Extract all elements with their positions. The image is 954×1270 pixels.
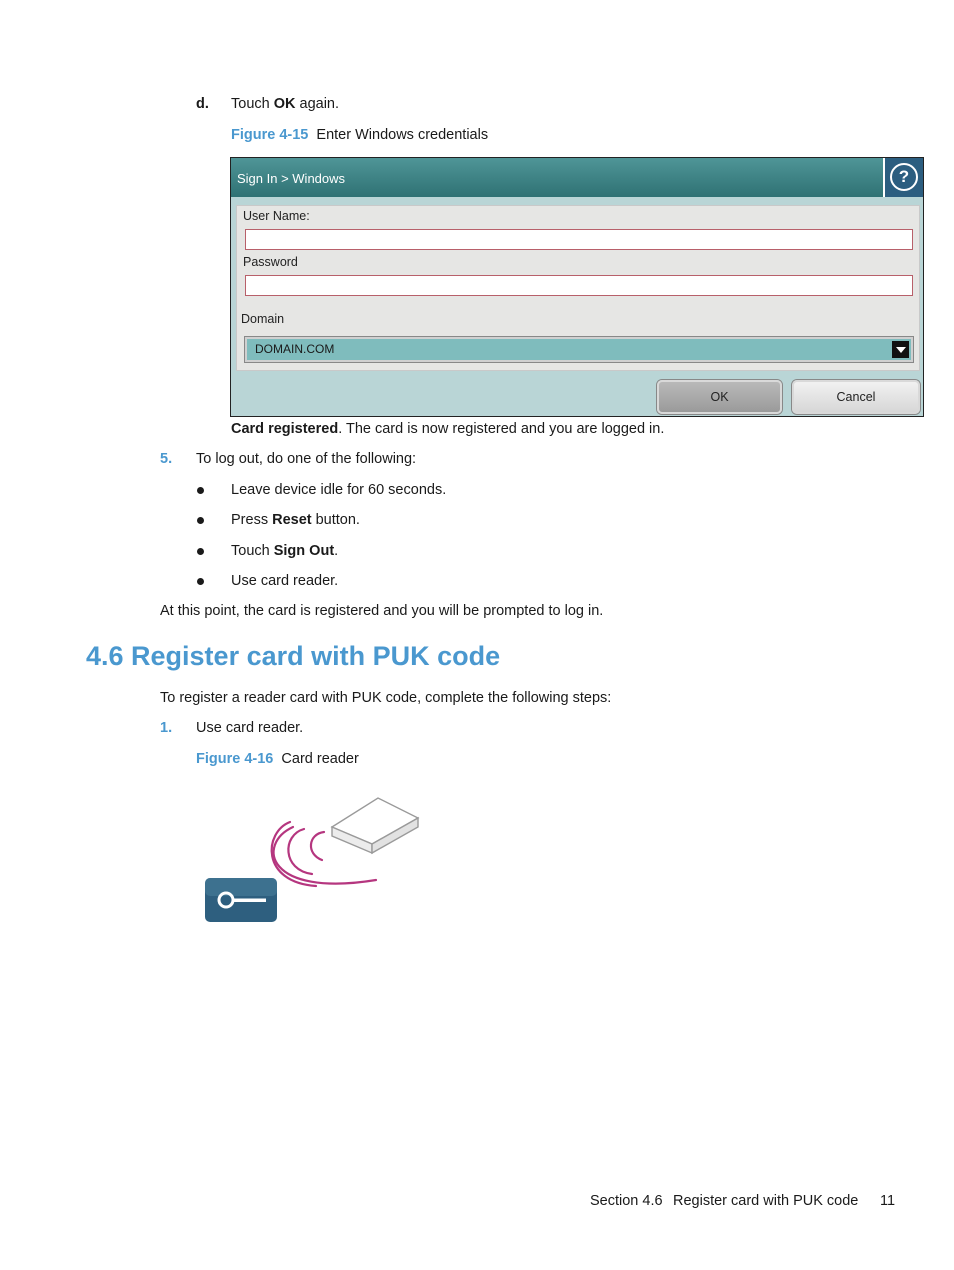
bullet-dot bbox=[197, 578, 204, 585]
figure-16-caption: Figure 4-16 Card reader bbox=[196, 751, 359, 767]
intro-text: To register a reader card with PUK code, complete the following steps: bbox=[160, 690, 612, 706]
step-5-marker: 5. bbox=[160, 451, 173, 467]
at-this-point-text: At this point, the card is registered and you will be prompted to log in. bbox=[160, 603, 604, 619]
screen-title: Sign In > Windows bbox=[231, 158, 889, 197]
step-d-text: Touch OK again. bbox=[231, 96, 340, 112]
domain-select[interactable] bbox=[245, 337, 913, 362]
user-name-label: User Name: bbox=[243, 209, 310, 223]
footer-section: Section 4.6 bbox=[590, 1193, 663, 1209]
step-1-marker: 1. bbox=[160, 720, 173, 736]
page-number: 11 bbox=[880, 1193, 896, 1209]
ok-button[interactable]: OK bbox=[657, 380, 782, 414]
password-input[interactable] bbox=[245, 275, 913, 296]
step-5-text: To log out, do one of the following: bbox=[196, 451, 417, 467]
user-name-input[interactable] bbox=[245, 229, 913, 250]
key-card-icon bbox=[205, 878, 277, 922]
bullet-sign-out: Touch Sign Out. bbox=[231, 543, 339, 559]
bullet-dot bbox=[197, 548, 204, 555]
windows-signin-screenshot bbox=[230, 157, 924, 417]
footer-title: Register card with PUK code bbox=[673, 1193, 859, 1209]
domain-value: DOMAIN.COM bbox=[255, 342, 335, 356]
help-button[interactable] bbox=[883, 158, 923, 197]
figure-15-caption: Figure 4-15 Enter Windows credentials bbox=[231, 127, 489, 143]
bullet-reset: Press Reset button. bbox=[231, 512, 360, 528]
chevron-down-icon bbox=[892, 341, 909, 358]
credentials-form bbox=[236, 205, 920, 371]
bullet-dot bbox=[197, 517, 204, 524]
card-reader-illustration bbox=[196, 780, 428, 935]
section-heading: 4.6 Register card with PUK code bbox=[86, 641, 501, 671]
bullet-dot bbox=[197, 487, 204, 494]
step-1-text: Use card reader. bbox=[196, 720, 304, 736]
bullet-idle: Leave device idle for 60 seconds. bbox=[231, 482, 447, 498]
card-registered-text: Card registered. The card is now registered and you are logged in. bbox=[231, 421, 665, 437]
domain-label: Domain bbox=[241, 312, 285, 326]
card-reader-device-icon bbox=[332, 798, 418, 853]
cancel-button[interactable]: Cancel bbox=[792, 380, 920, 414]
bullet-card-reader: Use card reader. bbox=[231, 573, 339, 589]
help-icon: ? bbox=[890, 163, 918, 191]
password-label: Password bbox=[243, 255, 298, 269]
step-d-marker: d. bbox=[196, 96, 209, 112]
